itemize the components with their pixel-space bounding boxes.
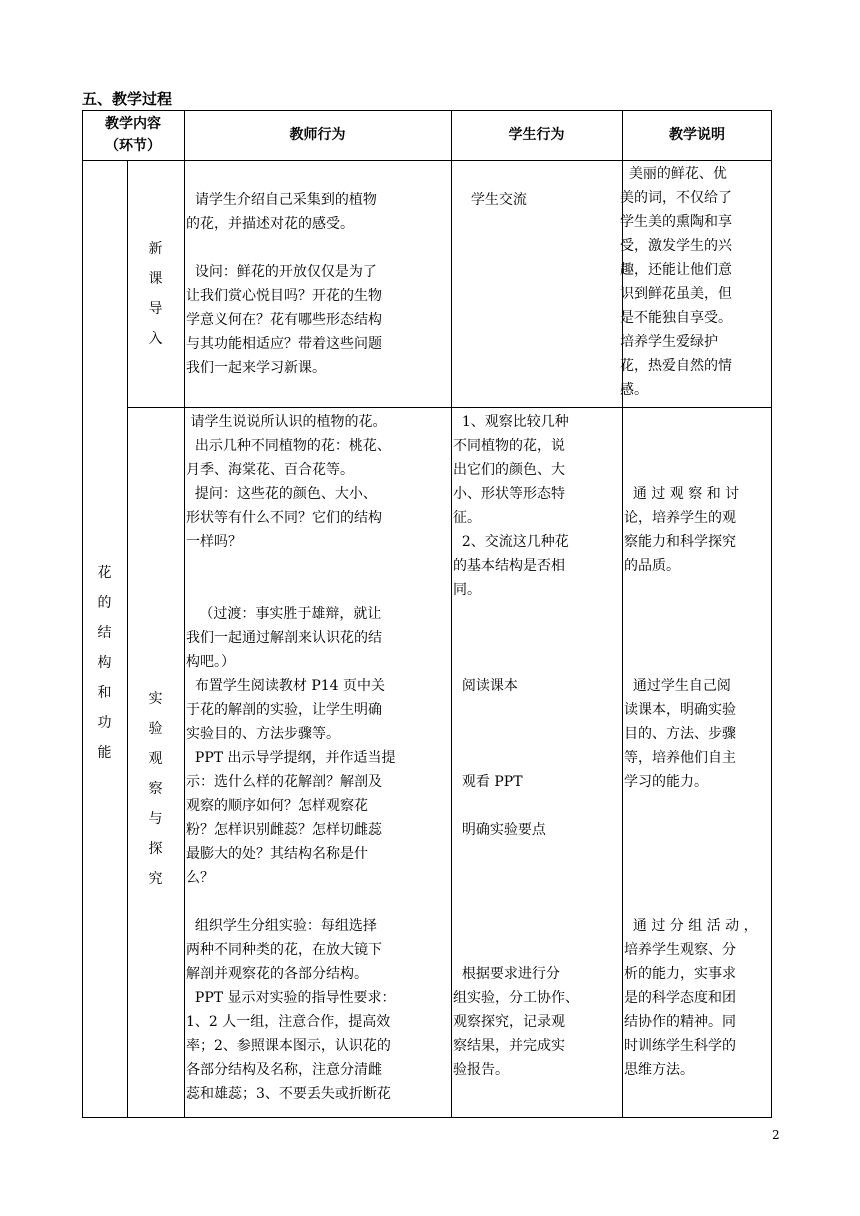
intro-student-text bbox=[462, 188, 620, 212]
text-line: 时训练学生科学的 bbox=[624, 1038, 736, 1054]
text-line: 美的词，不仅给了 bbox=[620, 190, 732, 206]
text-line bbox=[453, 650, 621, 674]
text-line: 培养学生观察、分 bbox=[624, 942, 736, 958]
text-line bbox=[453, 698, 621, 722]
text-line: 1、2 人一组，注意合作，提高效 bbox=[186, 1014, 391, 1030]
text-line: 月季、海棠花、百合花等。 bbox=[186, 462, 354, 478]
text-line bbox=[624, 818, 770, 842]
text-line: 小、形状等形态特 bbox=[453, 486, 565, 502]
text-line: 组实验，分工协作、 bbox=[453, 990, 579, 1006]
experiment-label-text: 实验观察与探究 bbox=[148, 691, 163, 887]
text-line bbox=[453, 746, 621, 770]
text-line: 同。 bbox=[453, 582, 481, 598]
text-line bbox=[624, 842, 770, 866]
text-line: 解剖并观察花的各部分结构。 bbox=[186, 966, 368, 982]
text-line bbox=[453, 602, 621, 626]
experiment-note-text bbox=[624, 410, 770, 1082]
text-line: 识到鲜花虽美，但 bbox=[620, 286, 732, 302]
text-line: 一样吗？ bbox=[186, 534, 242, 550]
text-line: 于花的解剖的实验，让学生明确 bbox=[186, 702, 382, 718]
text-line: 培养学生爱绿护 bbox=[620, 334, 718, 350]
header-teacher: 教师行为 bbox=[289, 127, 346, 143]
text-line: 美丽的鲜花、优 bbox=[620, 166, 727, 182]
intro-label bbox=[127, 234, 184, 354]
table-border-top bbox=[82, 110, 772, 111]
text-line: 1、观察比较几种 bbox=[453, 414, 569, 430]
text-line: 析的能力，实事求 bbox=[624, 966, 736, 982]
text-line: 粉？怎样识别雌蕊？怎样切雌蕊 bbox=[186, 822, 382, 838]
text-line: 根据要求进行分 bbox=[453, 966, 560, 982]
text-line: 蕊和雄蕊；3、不要丢失或折断花 bbox=[186, 1086, 391, 1102]
text-line bbox=[186, 890, 450, 914]
header-bottom-border bbox=[82, 160, 772, 161]
text-line bbox=[624, 866, 770, 890]
header-content bbox=[82, 113, 184, 157]
outer-label-text: 花的结构和功能 bbox=[97, 565, 112, 761]
text-line bbox=[624, 794, 770, 818]
col-divider-student bbox=[451, 110, 452, 1118]
text-line: PPT 显示对实验的指导性要求： bbox=[186, 990, 396, 1006]
text-line: 目的、方法、步骤 bbox=[624, 726, 736, 742]
text-line bbox=[453, 938, 621, 962]
text-line: 趣，还能让他们意 bbox=[620, 262, 732, 278]
text-line: 学生交流 bbox=[462, 192, 527, 208]
text-line: 实验目的、方法步骤等。 bbox=[186, 726, 340, 742]
text-line: 明确实验要点 bbox=[453, 822, 546, 838]
text-line bbox=[624, 650, 770, 674]
text-line: 与其功能相适应？带着这些问题 bbox=[186, 336, 382, 352]
text-line: 等，培养他们自主 bbox=[624, 750, 736, 766]
text-line bbox=[624, 890, 770, 914]
text-line: 通 过 观 察 和 讨 bbox=[624, 486, 740, 502]
text-line: 读课本，明确实验 bbox=[624, 702, 736, 718]
text-line: 出示几种不同植物的花：桃花、 bbox=[186, 438, 391, 454]
text-line: 我们一起来学习新课。 bbox=[186, 360, 326, 376]
intro-teacher-text bbox=[186, 188, 450, 380]
text-line bbox=[624, 458, 770, 482]
text-line: 示：选什么样的花解剖？解剖及 bbox=[186, 774, 382, 790]
text-line: 是的科学态度和团 bbox=[624, 990, 736, 1006]
section-title: 五、教学过程 bbox=[82, 90, 173, 108]
text-line: 花，热爱自然的情 bbox=[620, 358, 732, 374]
text-line: 设问：鲜花的开放仅仅是为了 bbox=[186, 264, 377, 280]
text-line bbox=[624, 626, 770, 650]
text-line: 么？ bbox=[186, 870, 214, 886]
text-line: 学意义何在？花有哪些形态结构 bbox=[186, 312, 382, 328]
text-line: 布置学生阅读教材 P14 页中关 bbox=[186, 678, 386, 694]
text-line bbox=[453, 842, 621, 866]
text-line: 两种不同种类的花，在放大镜下 bbox=[186, 942, 382, 958]
text-line: 请学生说说所认识的植物的花。 bbox=[186, 414, 387, 430]
text-line: 受，激发学生的兴 bbox=[620, 238, 732, 254]
outer-label bbox=[82, 558, 127, 768]
text-line: 提问：这些花的颜色、大小、 bbox=[186, 486, 377, 502]
text-line bbox=[453, 722, 621, 746]
text-line: 出它们的颜色、大 bbox=[453, 462, 565, 478]
text-line: 察能力和科学探究 bbox=[624, 534, 736, 550]
intro-note-text bbox=[620, 162, 770, 402]
teaching-process-table bbox=[82, 110, 772, 1118]
text-line bbox=[624, 410, 770, 434]
text-line bbox=[624, 602, 770, 626]
page-number: 2 bbox=[772, 1128, 780, 1142]
text-line: 的品质。 bbox=[624, 558, 680, 574]
text-line: 结协作的精神。同 bbox=[624, 1014, 736, 1030]
text-line: 通 过 分 组 活 动 ， bbox=[624, 918, 758, 934]
text-line: 我们一起通过解剖来认识花的结 bbox=[186, 630, 382, 646]
experiment-student-text bbox=[453, 410, 621, 1082]
text-line: 各部分结构及名称，注意分清雌 bbox=[186, 1062, 382, 1078]
text-line: 率；2、参照课本图示，认识花的 bbox=[186, 1038, 391, 1054]
text-line bbox=[453, 626, 621, 650]
text-line: 请学生介绍自己采集到的植物 bbox=[186, 192, 377, 208]
text-line: 学生美的熏陶和享 bbox=[620, 214, 732, 230]
text-line: 构吧。） bbox=[186, 654, 235, 670]
text-line: 通过学生自己阅 bbox=[624, 678, 731, 694]
table-border-right bbox=[771, 110, 772, 1118]
text-line: 观看 PPT bbox=[453, 774, 523, 790]
text-line bbox=[453, 914, 621, 938]
text-line: 论，培养学生的观 bbox=[624, 510, 736, 526]
text-line: PPT 出示导学提纲，并作适当提 bbox=[186, 750, 396, 766]
text-line bbox=[453, 866, 621, 890]
header-student: 学生行为 bbox=[508, 127, 565, 143]
experiment-label bbox=[127, 684, 184, 894]
col-divider-teacher bbox=[184, 110, 185, 1118]
text-line: 察结果，并完成实 bbox=[453, 1038, 565, 1054]
text-line: 阅读课本 bbox=[453, 678, 518, 694]
text-line bbox=[624, 578, 770, 602]
text-line: 观察探究，记录观 bbox=[453, 1014, 565, 1030]
text-line bbox=[624, 434, 770, 458]
header-note: 教学说明 bbox=[669, 127, 725, 143]
text-line bbox=[186, 578, 450, 602]
text-line: 征。 bbox=[453, 510, 481, 526]
text-line: 是不能独自享受。 bbox=[620, 310, 732, 326]
header-content-line2: （环节） bbox=[105, 138, 161, 154]
text-line: 形状等有什么不同？它们的结构 bbox=[186, 510, 382, 526]
text-line bbox=[186, 236, 450, 260]
text-line bbox=[186, 554, 450, 578]
experiment-teacher-text bbox=[186, 410, 450, 1106]
text-line: 让我们赏心悦目吗？开花的生物 bbox=[186, 288, 382, 304]
intro-row-bottom-border bbox=[127, 407, 772, 408]
text-line: 感。 bbox=[620, 382, 648, 398]
text-line: （过渡：事实胜于雄辩，就让 bbox=[186, 606, 382, 622]
text-line: 验报告。 bbox=[453, 1062, 509, 1078]
text-line: 不同植物的花，说 bbox=[453, 438, 565, 454]
text-line: 学习的能力。 bbox=[624, 774, 708, 790]
text-line: 组织学生分组实验：每组选择 bbox=[186, 918, 377, 934]
text-line: 观察的顺序如何？怎样观察花 bbox=[186, 798, 368, 814]
text-line: 的基本结构是否相 bbox=[453, 558, 565, 574]
header-content-line1: 教学内容 bbox=[105, 116, 161, 132]
intro-label-text: 新课导入 bbox=[148, 241, 163, 347]
text-line: 思维方法。 bbox=[624, 1062, 694, 1078]
text-line: 最膨大的处？其结构名称是什 bbox=[186, 846, 368, 862]
text-line: 2、交流这几种花 bbox=[453, 534, 569, 550]
text-line bbox=[453, 794, 621, 818]
text-line bbox=[453, 890, 621, 914]
table-border-bottom bbox=[82, 1117, 772, 1118]
text-line: 的花，并描述对花的感受。 bbox=[186, 216, 354, 232]
